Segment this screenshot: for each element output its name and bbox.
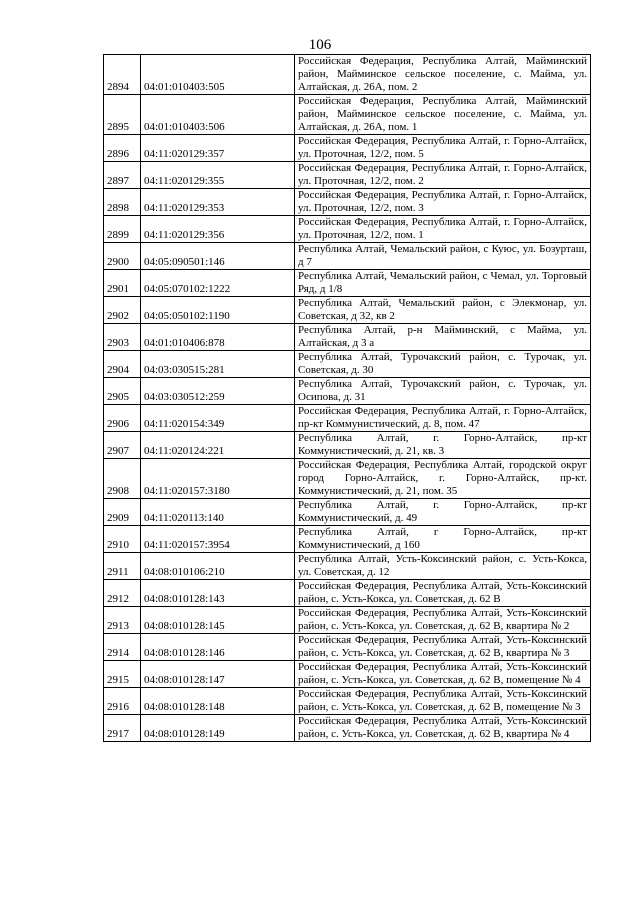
cadastral-number-cell: 04:03:030512:259 xyxy=(141,378,295,405)
cadastral-number-cell: 04:08:010128:143 xyxy=(141,580,295,607)
row-number-cell: 2900 xyxy=(104,243,141,270)
address-cell: Республика Алтай, Чемальский район, с Чемал, ул. Торговый Ряд, д 1/8 xyxy=(295,270,591,297)
address-cell: Республика Алтай, г Горно-Алтайск, пр-кт Коммунистический, д 160 xyxy=(295,526,591,553)
table-row xyxy=(104,432,591,459)
address-cell: Республика Алтай, Турочакский район, с. Турочак, ул. Осипова, д. 31 xyxy=(295,378,591,405)
address-cell: Республика Алтай, Усть-Коксинский район, с. Усть-Кокса, ул. Советская, д. 12 xyxy=(295,553,591,580)
row-number-cell: 2902 xyxy=(104,297,141,324)
cadastral-number-cell: 04:11:020124:221 xyxy=(141,432,295,459)
row-number-cell: 2911 xyxy=(104,553,141,580)
table-row xyxy=(104,189,591,216)
cadastral-number-cell: 04:11:020154:349 xyxy=(141,405,295,432)
cadastral-number-cell: 04:08:010128:146 xyxy=(141,634,295,661)
table-row xyxy=(104,55,591,95)
cadastral-number-cell: 04:05:090501:146 xyxy=(141,243,295,270)
address-cell: Российская Федерация, Республика Алтай, г. Горно-Алтайск, ул. Проточная, 12/2, пом. 3 xyxy=(295,189,591,216)
property-table-body xyxy=(104,55,591,742)
table-row xyxy=(104,378,591,405)
cadastral-number-cell: 04:11:020129:355 xyxy=(141,162,295,189)
cadastral-number-cell: 04:05:050102:1190 xyxy=(141,297,295,324)
address-cell: Республика Алтай, Турочакский район, с. Турочак, ул. Советская, д. 30 xyxy=(295,351,591,378)
address-cell: Российская Федерация, Республика Алтай, г. Горно-Алтайск, пр-кт Коммунистический, д. 8, пом. 47 xyxy=(295,405,591,432)
row-number-cell: 2901 xyxy=(104,270,141,297)
address-cell: Российская Федерация, Республика Алтай, Усть-Коксинский район, с. Усть-Кокса, ул. Советская, д. 62 В xyxy=(295,580,591,607)
table-row xyxy=(104,405,591,432)
table-row xyxy=(104,661,591,688)
row-number-cell: 2894 xyxy=(104,55,141,95)
row-number-cell: 2904 xyxy=(104,351,141,378)
table-row xyxy=(104,95,591,135)
address-cell: Республика Алтай, г. Горно-Алтайск, пр-кт Коммунистический, д. 49 xyxy=(295,499,591,526)
page-number: 106 xyxy=(308,37,332,53)
address-cell: Российская Федерация, Республика Алтай, Усть-Коксинский район, с. Усть-Кокса, ул. Советская, д. 62 В, квартира № 2 xyxy=(295,607,591,634)
row-number-cell: 2913 xyxy=(104,607,141,634)
row-number-cell: 2917 xyxy=(104,715,141,742)
address-cell: Российская Федерация, Республика Алтай, г. Горно-Алтайск, ул. Проточная, 12/2, пом. 1 xyxy=(295,216,591,243)
row-number-cell: 2916 xyxy=(104,688,141,715)
cadastral-number-cell: 04:11:020113:140 xyxy=(141,499,295,526)
cadastral-number-cell: 04:11:020129:353 xyxy=(141,189,295,216)
row-number-cell: 2898 xyxy=(104,189,141,216)
cadastral-number-cell: 04:08:010128:147 xyxy=(141,661,295,688)
table-row xyxy=(104,297,591,324)
table-row xyxy=(104,526,591,553)
cadastral-number-cell: 04:11:020129:356 xyxy=(141,216,295,243)
cadastral-number-cell: 04:01:010403:505 xyxy=(141,55,295,95)
address-cell: Российская Федерация, Республика Алтай, Усть-Коксинский район, с. Усть-Кокса, ул. Советская, д. 62 В, квартира № 3 xyxy=(295,634,591,661)
row-number-cell: 2912 xyxy=(104,580,141,607)
cadastral-number-cell: 04:11:020157:3180 xyxy=(141,459,295,499)
row-number-cell: 2907 xyxy=(104,432,141,459)
table-row xyxy=(104,324,591,351)
address-cell: Российская Федерация, Республика Алтай, Усть-Коксинский район, с. Усть-Кокса, ул. Советская, д. 62 В, помещение № 3 xyxy=(295,688,591,715)
table-row xyxy=(104,499,591,526)
row-number-cell: 2895 xyxy=(104,95,141,135)
cadastral-number-cell: 04:08:010128:145 xyxy=(141,607,295,634)
row-number-cell: 2903 xyxy=(104,324,141,351)
table-row xyxy=(104,162,591,189)
table-row xyxy=(104,135,591,162)
cadastral-number-cell: 04:08:010128:148 xyxy=(141,688,295,715)
address-cell: Российская Федерация, Республика Алтай, Майминский район, Майминское сельское поселение, с. Майма, ул. Алтайская, д. 26А, пом. 2 xyxy=(295,55,591,95)
table-row xyxy=(104,715,591,742)
row-number-cell: 2914 xyxy=(104,634,141,661)
row-number-cell: 2908 xyxy=(104,459,141,499)
table-row xyxy=(104,351,591,378)
row-number-cell: 2909 xyxy=(104,499,141,526)
row-number-cell: 2899 xyxy=(104,216,141,243)
address-cell: Российская Федерация, Республика Алтай, Усть-Коксинский район, с. Усть-Кокса, ул. Советская, д. 62 В, квартира № 4 xyxy=(295,715,591,742)
table-row xyxy=(104,216,591,243)
row-number-cell: 2896 xyxy=(104,135,141,162)
table-row xyxy=(104,688,591,715)
row-number-cell: 2897 xyxy=(104,162,141,189)
address-cell: Республика Алтай, р-н Майминский, с Майма, ул. Алтайская, д 3 а xyxy=(295,324,591,351)
table-row xyxy=(104,459,591,499)
cadastral-number-cell: 04:08:010106:210 xyxy=(141,553,295,580)
cadastral-number-cell: 04:08:010128:149 xyxy=(141,715,295,742)
property-table xyxy=(103,54,591,742)
table-row xyxy=(104,580,591,607)
cadastral-number-cell: 04:01:010403:506 xyxy=(141,95,295,135)
address-cell: Российская Федерация, Республика Алтай, Майминский район, Майминское сельское поселение, с. Майма, ул. Алтайская, д. 26А, пом. 1 xyxy=(295,95,591,135)
row-number-cell: 2905 xyxy=(104,378,141,405)
row-number-cell: 2910 xyxy=(104,526,141,553)
address-cell: Республика Алтай, г. Горно-Алтайск, пр-кт Коммунистический, д. 21, кв. 3 xyxy=(295,432,591,459)
cadastral-number-cell: 04:01:010406:878 xyxy=(141,324,295,351)
cadastral-number-cell: 04:03:030515:281 xyxy=(141,351,295,378)
row-number-cell: 2915 xyxy=(104,661,141,688)
cadastral-number-cell: 04:11:020129:357 xyxy=(141,135,295,162)
table-row xyxy=(104,634,591,661)
row-number-cell: 2906 xyxy=(104,405,141,432)
table-row xyxy=(104,243,591,270)
address-cell: Российская Федерация, Республика Алтай, г. Горно-Алтайск, ул. Проточная, 12/2, пом. 5 xyxy=(295,135,591,162)
table-row xyxy=(104,270,591,297)
address-cell: Российская Федерация, Республика Алтай, Усть-Коксинский район, с. Усть-Кокса, ул. Советская, д. 62 В, помещение № 4 xyxy=(295,661,591,688)
cadastral-number-cell: 04:11:020157:3954 xyxy=(141,526,295,553)
address-cell: Республика Алтай, Чемальский район, с Элекмонар, ул. Советская, д 32, кв 2 xyxy=(295,297,591,324)
address-cell: Российская Федерация, Республика Алтай, г. Горно-Алтайск, ул. Проточная, 12/2, пом. 2 xyxy=(295,162,591,189)
table-row xyxy=(104,607,591,634)
cadastral-number-cell: 04:05:070102:1222 xyxy=(141,270,295,297)
table-row xyxy=(104,553,591,580)
address-cell: Республика Алтай, Чемальский район, с Куюс, ул. Бозурташ, д 7 xyxy=(295,243,591,270)
address-cell: Российская Федерация, Республика Алтай, городской округ город Горно-Алтайск, г. Горно-Алтайск, пр-кт. Коммунистический, д. 21, пом. 35 xyxy=(295,459,591,499)
